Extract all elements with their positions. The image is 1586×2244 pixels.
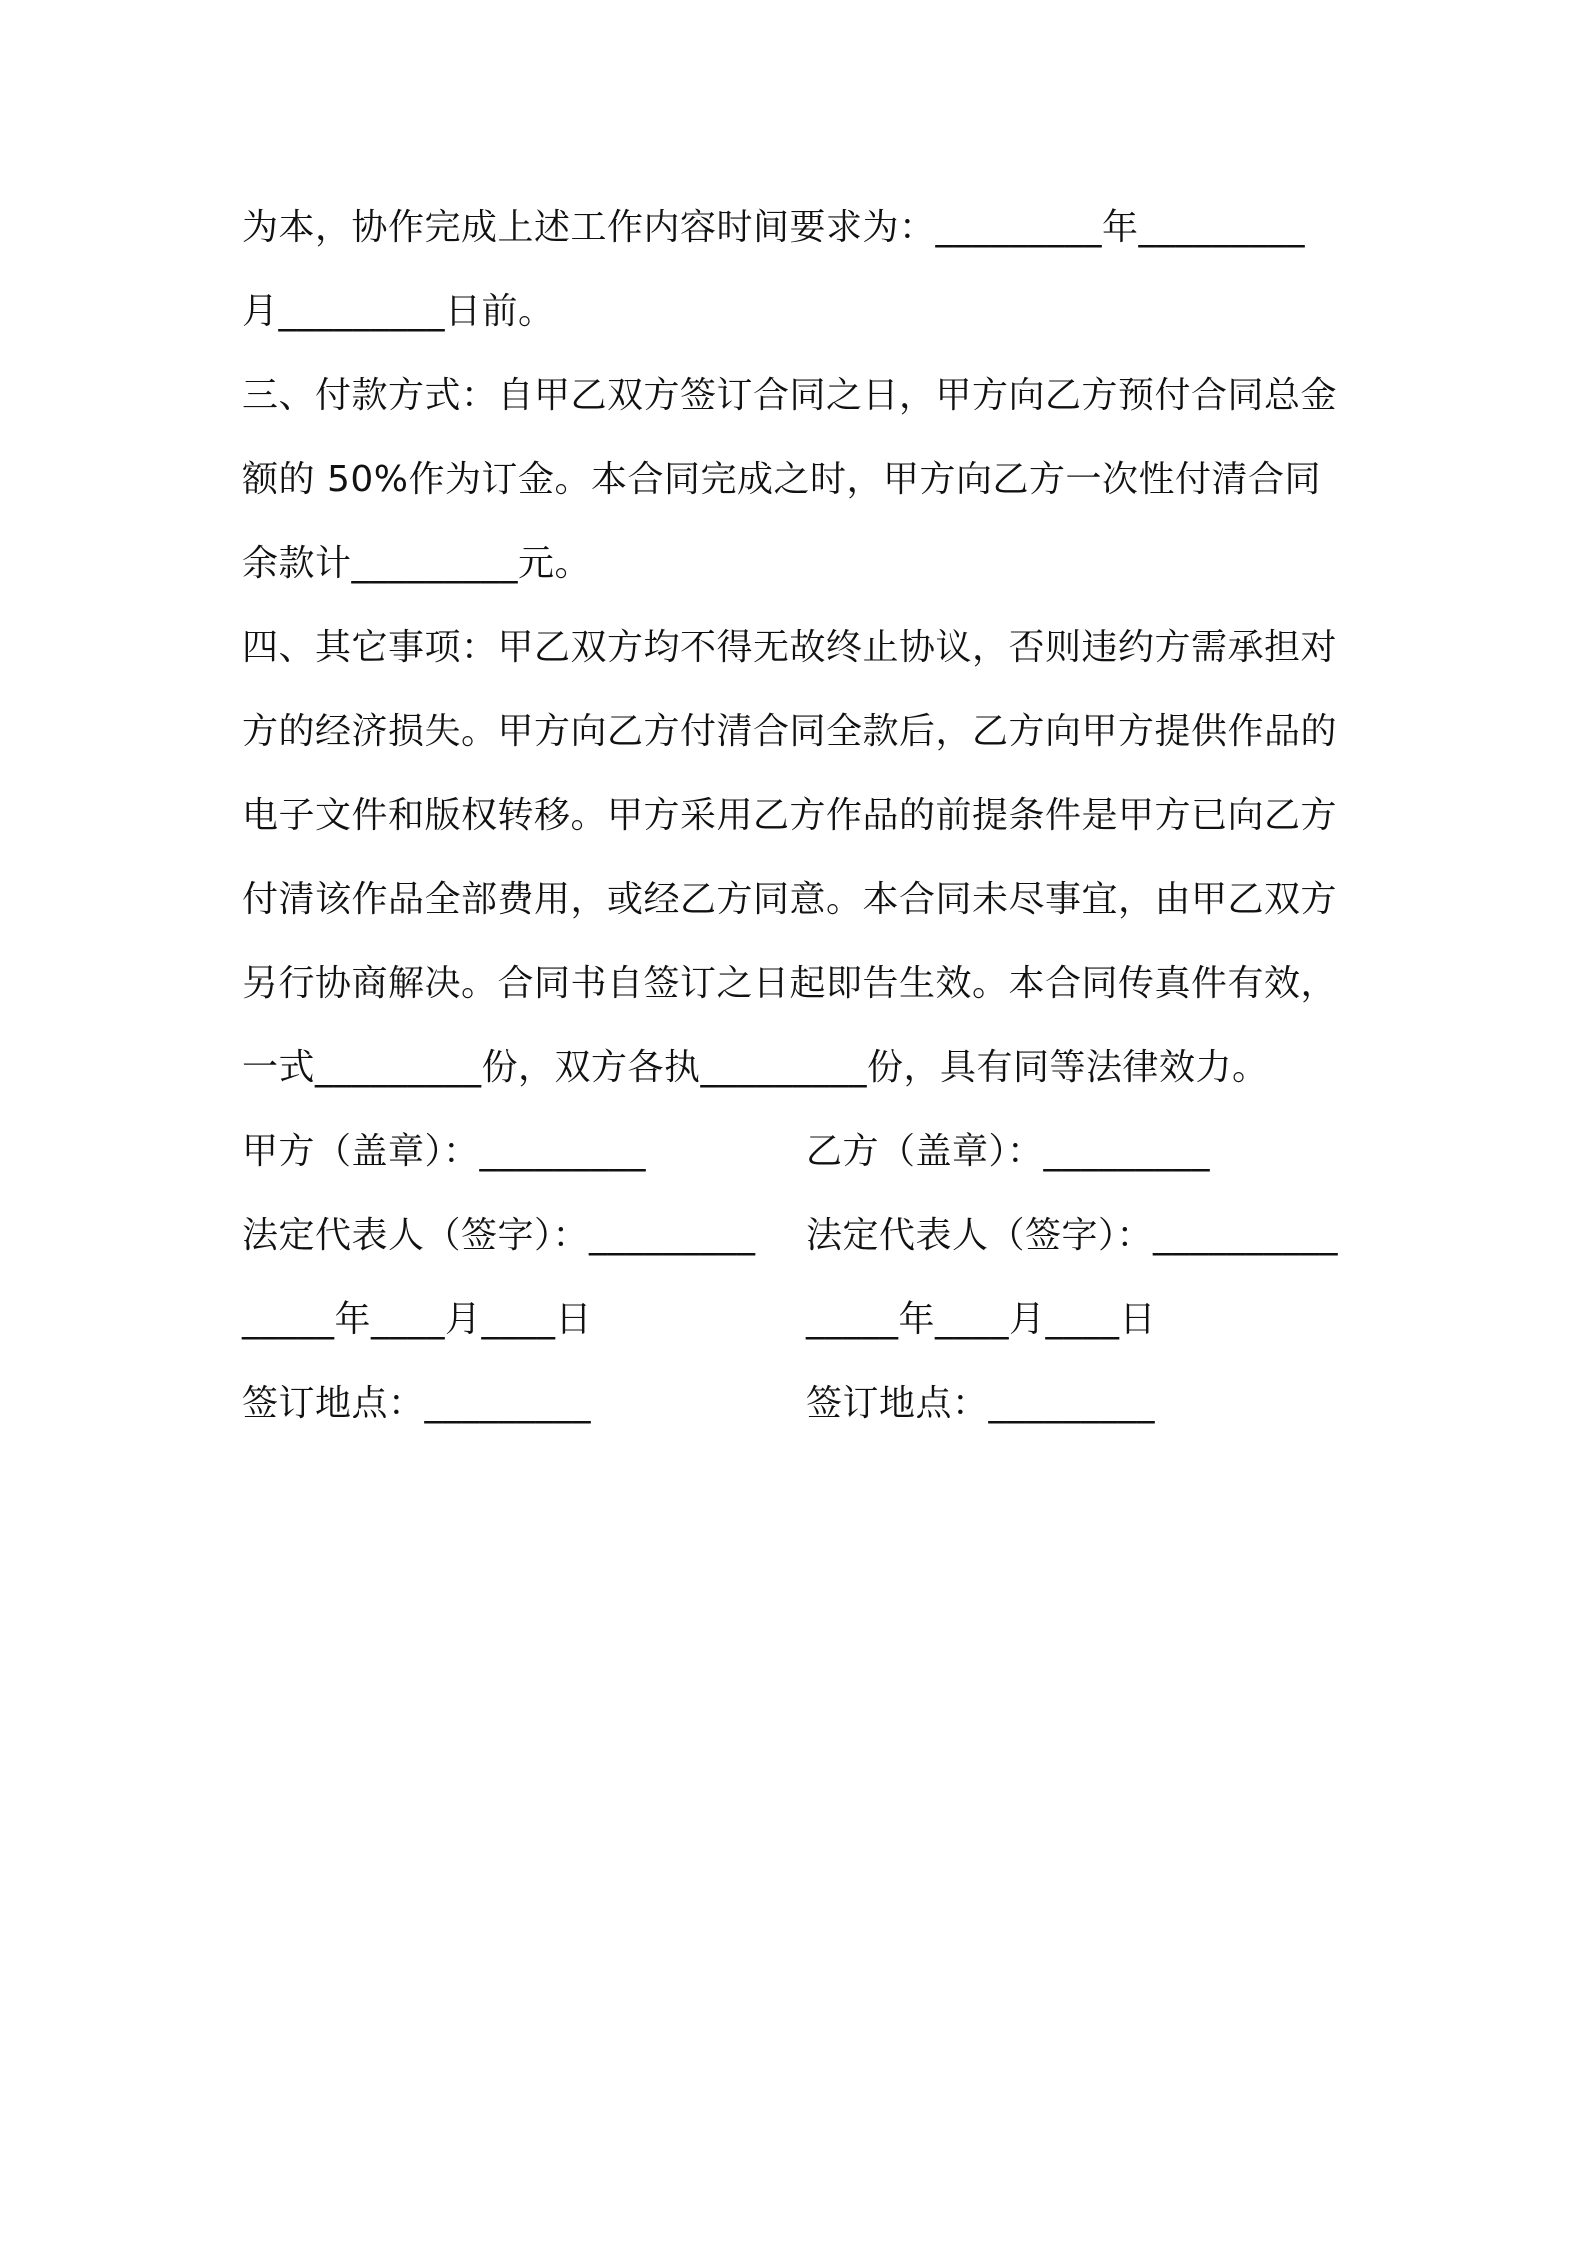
party-b-legal-rep: 法定代表人（签字）：__________ — [806, 1215, 1339, 1256]
paragraph-line: 额的 50%作为订金。本合同完成之时，甲方向乙方一次性付清合同 — [242, 459, 1321, 500]
paragraph-line: 一式_________份，双方各执_________份，具有同等法律效力。 — [242, 1047, 1269, 1088]
paragraph-line: 三、付款方式：自甲乙双方签订合同之日，甲方向乙方预付合同总金 — [242, 375, 1338, 416]
paragraph-line: 方的经济损失。甲方向乙方付清合同全款后，乙方向甲方提供作品的 — [242, 711, 1338, 752]
paragraph-line: 另行协商解决。合同书自签订之日起即告生效。本合同传真件有效， — [242, 963, 1338, 1004]
paragraph-line: 余款计_________元。 — [242, 543, 592, 584]
party-b-seal: 乙方（盖章）：_________ — [806, 1131, 1211, 1172]
party-a-date: _____年____月____日 — [242, 1299, 593, 1340]
party-a-place: 签订地点：_________ — [242, 1383, 592, 1424]
party-b-place: 签订地点：_________ — [806, 1383, 1156, 1424]
party-b-date: _____年____月____日 — [806, 1299, 1157, 1340]
paragraph-line: 付清该作品全部费用，或经乙方同意。本合同未尽事宜，由甲乙双方 — [242, 879, 1338, 920]
paragraph-line: 为本，协作完成上述工作内容时间要求为：_________年_________ — [242, 207, 1306, 248]
paragraph-line: 四、其它事项：甲乙双方均不得无故终止协议，否则违约方需承担对 — [242, 627, 1338, 668]
party-a-legal-rep: 法定代表人（签字）：_________ — [242, 1215, 756, 1256]
party-a-seal: 甲方（盖章）：_________ — [242, 1131, 647, 1172]
paragraph-line: 电子文件和版权转移。甲方采用乙方作品的前提条件是甲方已向乙方 — [242, 795, 1338, 836]
paragraph-line: 月_________日前。 — [242, 291, 555, 332]
